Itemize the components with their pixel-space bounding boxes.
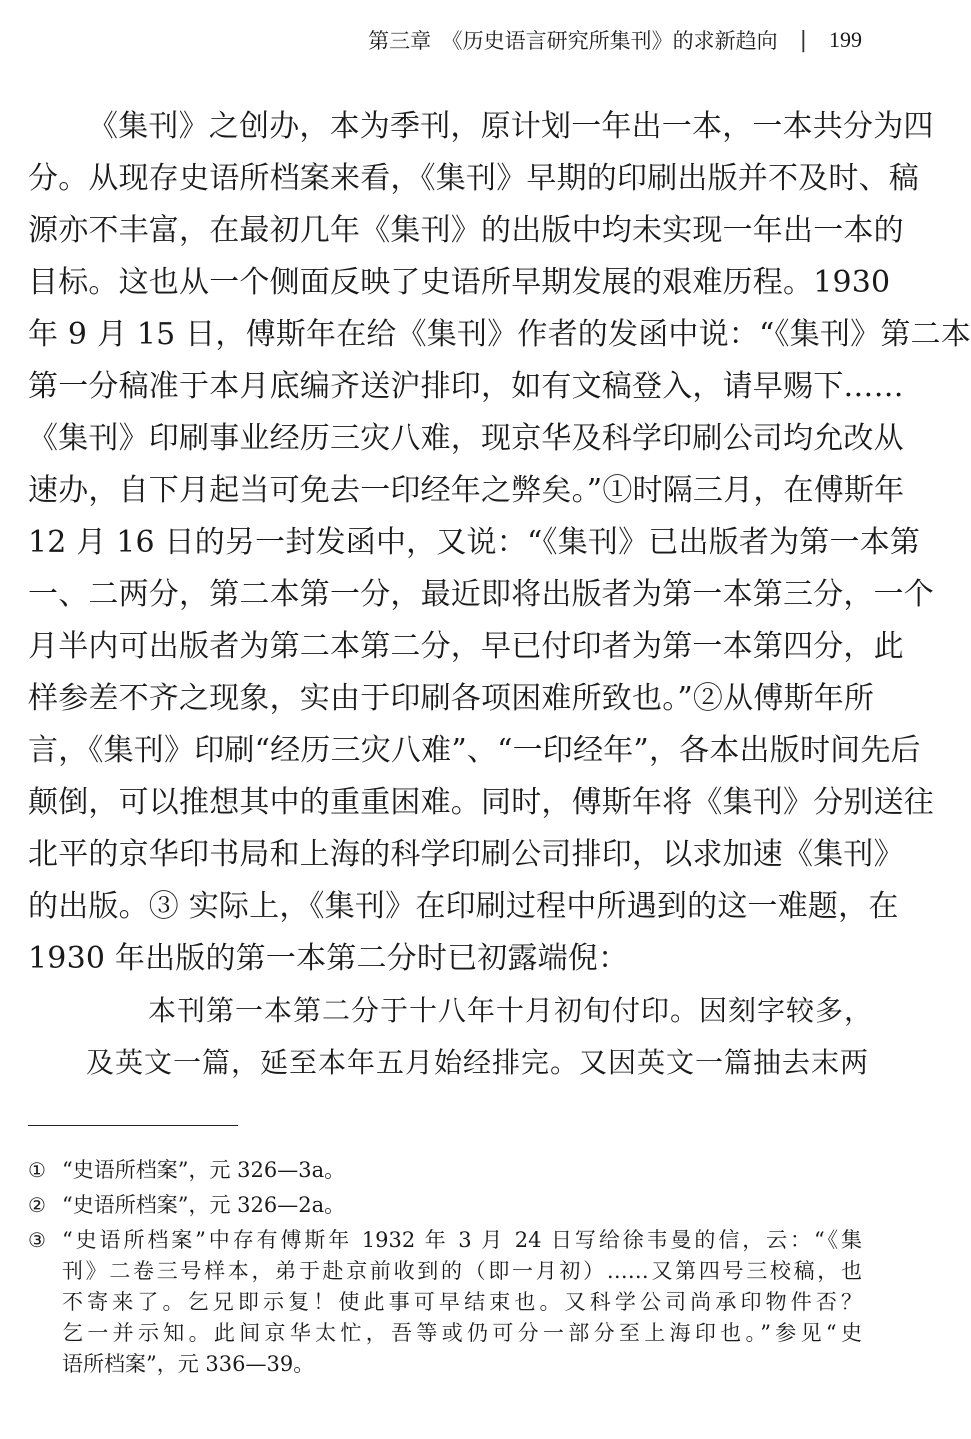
- header-separator: |: [799, 27, 807, 53]
- footnote-text: [62, 1225, 862, 1380]
- footnote-mark: ①: [28, 1158, 46, 1182]
- footnote-mark: ③: [28, 1228, 46, 1252]
- text-line: 颠倒，可以推想其中的重重困难。同时，傅斯年将《集刊》分别送往: [28, 785, 934, 820]
- footnote-3: [28, 1225, 862, 1380]
- text-line: 速办，自下月起当可免去一印经年之弊矣。”①时隔三月，在傅斯年: [28, 473, 905, 508]
- footnote-line: 刊》二卷三号样本，弟于赴京前收到的（即一月初）……又第四号三校稿，也: [62, 1259, 862, 1283]
- text-line: 源亦不丰富，在最初几年《集刊》的出版中均未实现一年出一本的: [28, 213, 904, 248]
- text-line: 样参差不齐之现象，实由于印刷各项困难所致也。”②从傅斯年所: [28, 681, 875, 716]
- footnote-mark: ②: [28, 1193, 46, 1217]
- quote-line: 本刊第一本第二分于十八年十月初旬付印。因刻字较多，: [148, 994, 874, 1027]
- text-line: 12 月 16 日的另一封发函中，又说：“《集刊》已出版者为第一本第: [28, 525, 921, 560]
- footnote-divider: [28, 1125, 238, 1126]
- text-line: 1930 年出版的第一本第二分时已初露端倪：: [28, 941, 629, 976]
- footnote-line: “史语所档案”中存有傅斯年 1932 年 3 月 24 日写给徐韦曼的信，云：“《集: [62, 1228, 862, 1252]
- main-paragraph: [28, 101, 971, 985]
- footnote-line: 不寄来了。乞兄即示复！使此事可早结束也。又科学公司尚承印物件否？: [62, 1290, 862, 1314]
- text-line: 一、二两分，第二本第一分，最近即将出版者为第一本第三分，一个: [28, 577, 934, 612]
- page-number: 199: [829, 27, 862, 52]
- footnote-line: 语所档案”，元 336—39。: [62, 1352, 315, 1376]
- footnote-2: [28, 1190, 862, 1221]
- footnote-1: [28, 1155, 862, 1186]
- footnote-line: 乞一并示知。此间京华太忙，吾等或仍可分一部分至上海印也。”参见“史: [62, 1321, 862, 1345]
- text-line: 言，《集刊》印刷“经历三灾八难”、“一印经年”，各本出版时间先后: [28, 733, 921, 768]
- footnote-text: “史语所档案”，元 326—2a。: [62, 1193, 346, 1217]
- footnotes: [28, 1155, 862, 1380]
- block-quote: [28, 985, 874, 1089]
- text-line: 分。从现存史语所档案来看，《集刊》早期的印刷出版并不及时、稿: [28, 161, 919, 196]
- text-line: 目标。这也从一个侧面反映了史语所早期发展的艰难历程。1930: [28, 265, 891, 300]
- text-line: 《集刊》之创办，本为季刊，原计划一年出一本，一本共分为四: [88, 109, 934, 144]
- text-line: 月半内可出版者为第二本第二分，早已付印者为第一本第四分，此: [28, 629, 904, 664]
- footnote-text: “史语所档案”，元 326—3a。: [62, 1158, 346, 1182]
- text-line: 《集刊》印刷事业经历三灾八难，现京华及科学印刷公司均允改从: [28, 421, 904, 456]
- chapter-title: 第三章 《历史语言研究所集刊》的求新趋向: [368, 29, 778, 53]
- quote-line: 及英文一篇，延至本年五月始经排完。又因英文一篇抽去末两: [86, 1046, 870, 1079]
- text-line: 北平的京华印书局和上海的科学印刷公司排印，以求加速《集刊》: [28, 837, 904, 872]
- text-line: 年 9 月 15 日，傅斯年在给《集刊》作者的发函中说：“《集刊》第二本: [28, 317, 971, 352]
- running-header: [28, 20, 862, 60]
- text-line: 的出版。③ 实际上，《集刊》在印刷过程中所遇到的这一难题，在: [28, 889, 899, 924]
- text-line: 第一分稿准于本月底编齐送沪排印，如有文稿登入，请早赐下……: [28, 369, 904, 404]
